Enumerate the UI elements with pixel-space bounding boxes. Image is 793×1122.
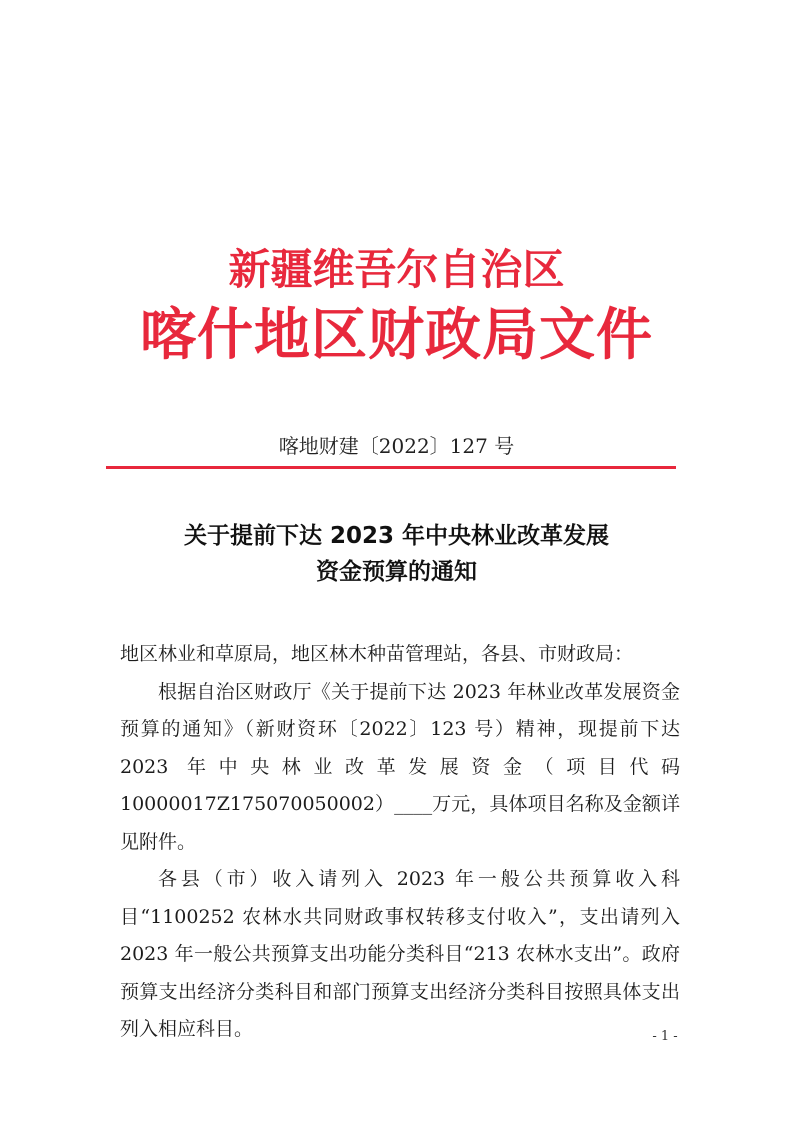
body-paragraph-1: 根据自治区财政厅《关于提前下达 2023 年林业改革发展资金预算的通知》（新财资环〔2022〕123 号）精神，现提前下达 2023 年中央林业改革发展资金（项目代码10000017Z175070050002）____万元，具体项目名称及金额详见附件。 <box>120 680 680 853</box>
body-paragraph-2: 各县（市）收入请列入 2023 年一般公共预算收入科目“1100252 农林水共同财政事权转移支付收入”，支出请列入2023 年一般公共预算支出功能分类科目“213 农林水支出”。政府预算支出经济分类科目和部门预算支出经济分类科目按照具体支出列入相应科目。 <box>120 868 680 1040</box>
issuer-name: 喀什地区财政局文件 <box>140 303 653 368</box>
title-line-1: 关于提前下达 2023 年中央林业改革发展 <box>183 523 610 549</box>
red-divider <box>106 466 676 469</box>
issuer-region: 新疆维吾尔自治区 <box>228 245 565 294</box>
title-line-2: 资金预算的通知 <box>316 559 477 585</box>
document-number: 喀地财建〔2022〕127 号 <box>278 434 515 458</box>
salutation: 地区林业和草原局，地区林木种苗管理站，各县、市财政局： <box>120 643 634 665</box>
page-number: - 1 - <box>652 1029 678 1044</box>
document-body <box>120 636 680 1049</box>
document-title <box>0 518 793 590</box>
